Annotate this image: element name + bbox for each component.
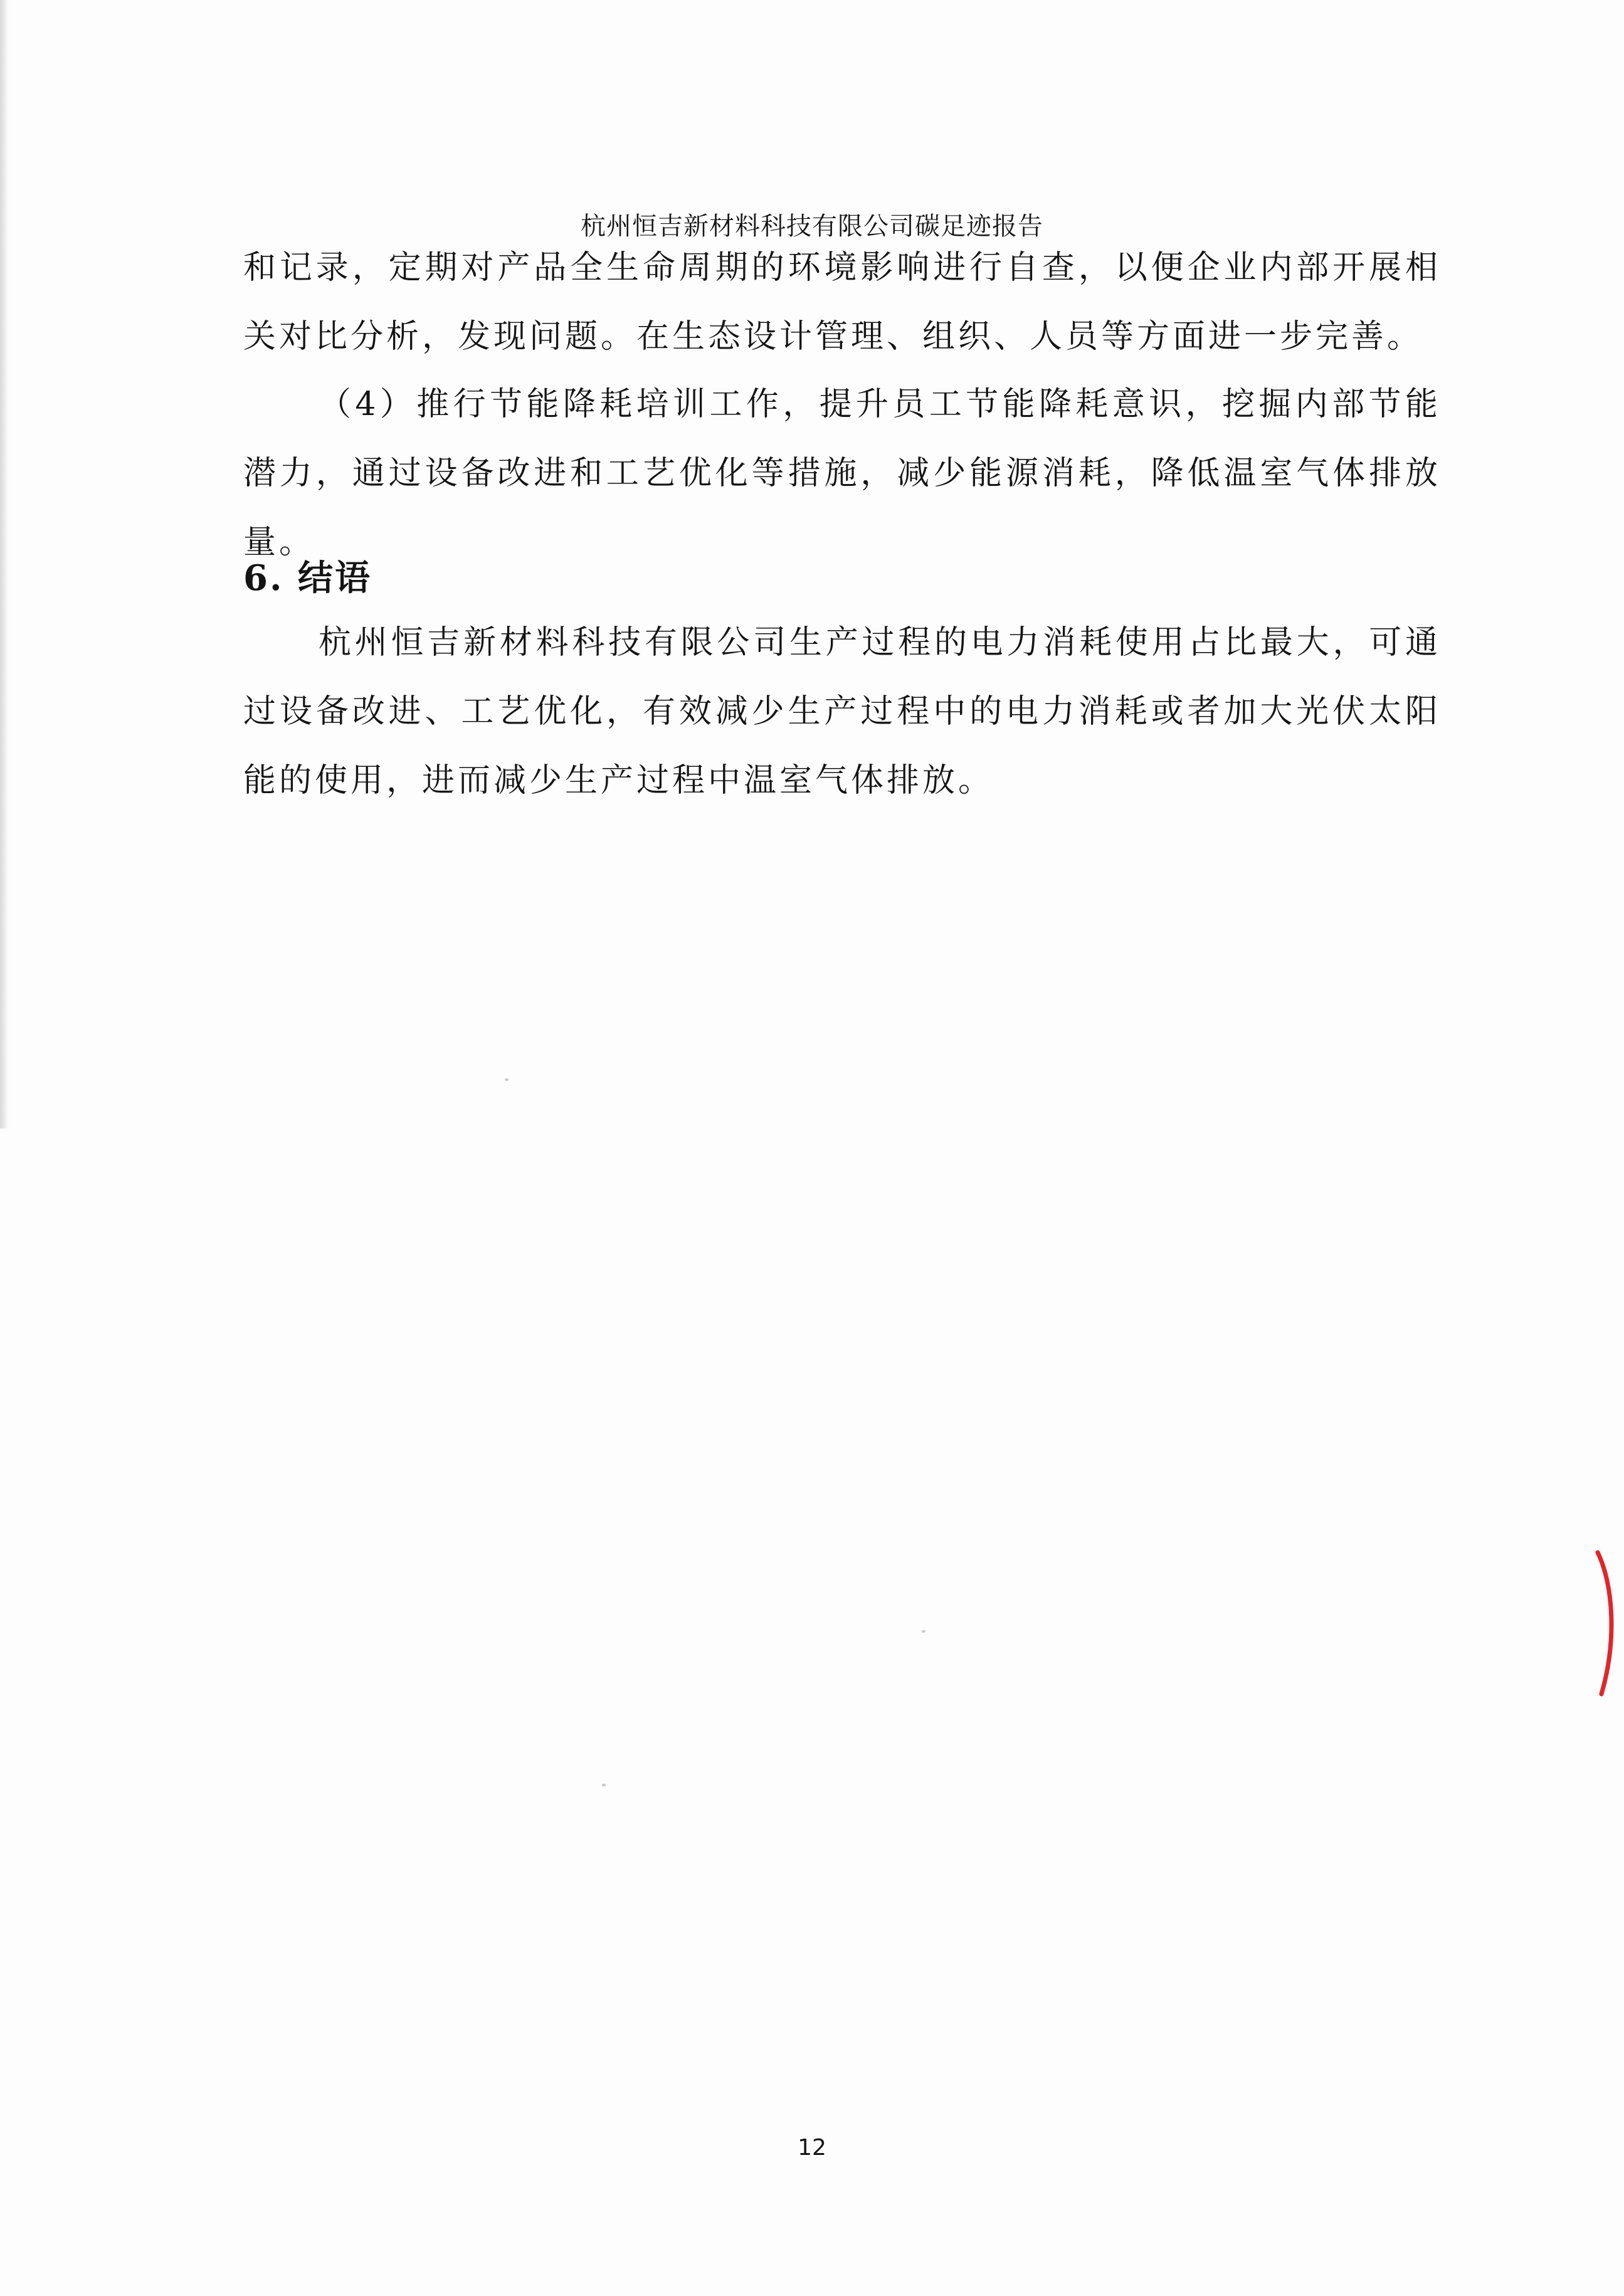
running-header: 杭州恒吉新材料科技有限公司碳足迹报告: [581, 212, 1043, 241]
paragraph-item-4: （4）推行节能降耗培训工作，提升员工节能降耗意识，挖掘内部节能潜力，通过设备改进和工艺优化等措施，减少能源消耗，降低温室气体排放量。: [243, 386, 1441, 561]
page-number: 12: [798, 2135, 826, 2161]
paragraph-conclusion: 杭州恒吉新材料科技有限公司生产过程的电力消耗使用占比最大，可通过设备改进、工艺优化，有效减少生产过程中的电力消耗或者加大光伏太阳能的使用，进而减少生产过程中温室气体排放。: [243, 624, 1441, 799]
scan-speck: [922, 1630, 925, 1633]
scan-edge-shadow: [0, 0, 9, 1129]
scan-speck: [505, 1078, 509, 1081]
red-seal-edge: [1593, 1549, 1624, 1699]
paragraph-continued: 和记录，定期对产品全生命周期的环境影响进行自查，以便企业内部开展相关对比分析，发现问题。在生态设计管理、组织、人员等方面进一步完善。: [243, 249, 1441, 355]
section-heading-conclusion: 6. 结语: [243, 557, 372, 599]
scan-speck: [602, 1784, 606, 1786]
